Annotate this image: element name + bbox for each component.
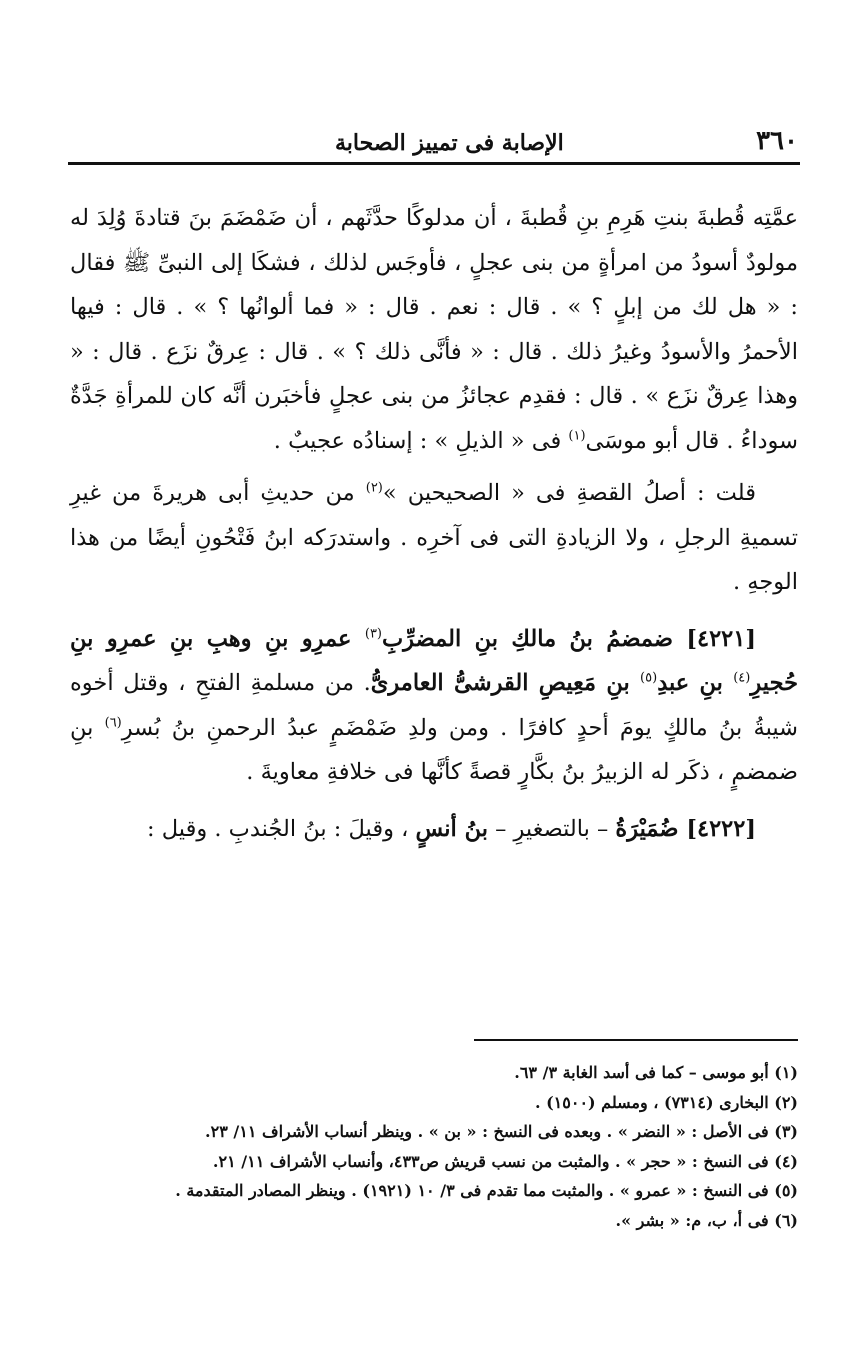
footnote-3: (٣) فى الأصل : « النضر » . وبعده فى النسخ : « بن » . وينظر أنساب الأشراف ١١/ ٢٣. [205,1122,798,1141]
header-rule [68,162,800,165]
footnote-4: (٤) فى النسخ : « حجر » . والمثبت من نسب قريش ص٤٣٣، وأنساب الأشراف ١١/ ٢١. [212,1151,798,1171]
footnotes [60,1058,798,1235]
footnote-1: (١) أبو موسى – كما فى أسد الغابة ٣/ ٦٣. [514,1063,798,1082]
footnote-6: (٦) فى أ، ب، م: « بشر ». [615,1210,798,1230]
entry-heading: [٤٢٢١] ضمضمُ بنُ مالكِ بنِ المضرِّبِ [382,625,757,652]
main-text [70,196,798,851]
paragraph-hadith [70,196,798,463]
entry-heading: عمرِو بنِ وهبِ بنِ عمرِو بنِ حُجيرِ [70,625,798,696]
page-number: ٣٦٠ [756,126,798,156]
paragraph-text: فى « الذيلِ » : إسنادُه عجيبٌ . [273,427,569,454]
entry-heading: بنُ أنسٍ [415,815,488,842]
paragraph-text: عمَّتِه قُطبةَ بنتِ هَرِمِ بنِ قُطبةَ ، أن مدلوكًا حدَّثَهم ، أن ضَمْضَمَ بنَ قتادةَ وُلِدَ له مولودٌ أسودُ من امرأةٍ من بنى عجلٍ ، فأوجَس لذلك ، فشكَا إلى النبىِّ ﷺ فقال : « هل لك من إبلٍ ؟ » . قال : نعم . قال : « فما ألوانُها ؟ » . قال : فيها الأحمرُ والأسودُ وغيرُ ذلك . قال : « فأنَّى ذلك ؟ » . قال : عِرقٌ نزَع . قال : « وهذا عِرقٌ نزَع » . قال : فقدِم عجائزُ من بنى عجلٍ فأخبَرن أنَّه كان للمرأةِ جَدَّةٌ سوداءُ . قال أبو موسَى [70,205,798,454]
footnote-ref-3: (٣) [364,626,382,641]
footnote-rule [474,1039,798,1041]
entry-text: – بالتصغيرِ – [487,815,616,842]
footnote-5: (٥) فى النسخ : « عمرو » . والمثبت مما تقدم فى ٣/ ١٠ (١٩٢١) . وينظر المصادر المتقدمة . [175,1181,798,1200]
footnote-ref-4: (٤) [733,670,751,686]
entry-heading: [٤٢٢٢] ضُمَيْرَةُ [615,815,756,842]
running-title: الإصابة فى تمييز الصحابة [335,130,564,156]
entry-text: بنِ ضمضمٍ ، ذكَر له الزبيرُ بنُ بكَّارٍ قصةً كأنَّها فى خلافةِ معاويةَ . [70,714,798,785]
paragraph-text: من حديثِ أبى هريرةَ من غيرِ تسميةِ الرجلِ ، ولا الزيادةِ التى فى آخرِه . واستدرَكه ابنُ فَتْحُونِ أيضًا من هذا الوجهِ . [70,480,798,595]
entry-text: ، وقيلَ : بنُ الجُندبِ . وقيل : [147,815,416,842]
entry-4222 [70,807,798,852]
entry-heading: بنِ عبدِ [657,670,734,696]
paragraph-comment [70,471,798,605]
entry-heading: بنِ مَعِيصِ القرشىُّ العامرىُّ [370,670,641,696]
entry-text: . من مسلمةِ الفتحِ ، وقتل أخوه شيبةُ بنُ مالكٍ يومَ أحدٍ كافرًا . ومن ولدِ ضَمْضَمٍ عبدُ الرحمنِ بنُ بُسرِ [70,670,798,741]
footnote-ref-6: (٦) [104,715,122,730]
paragraph-text: قلت : أصلُ القصةِ فى « الصحيحين » [382,480,756,506]
footnote-ref-2: (٢) [365,480,383,496]
page-header [70,112,798,156]
footnote-ref-1: (١) [568,428,586,443]
entry-4221 [70,617,798,795]
footnote-ref-5: (٥) [640,670,658,686]
footnote-2: (٢) البخارى (٧٣١٤) ، ومسلم (١٥٠٠) . [534,1092,798,1112]
